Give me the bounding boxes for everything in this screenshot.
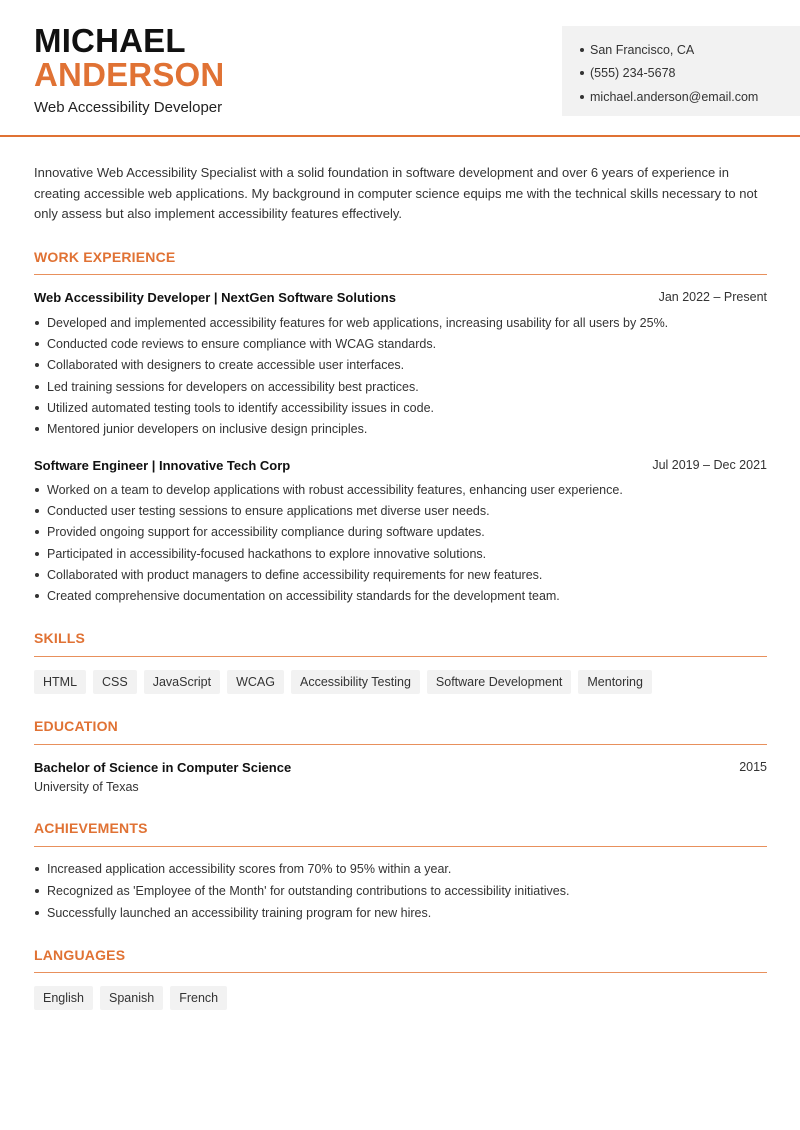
bullet-text: Collaborated with designers to create accessible user interfaces. bbox=[47, 358, 405, 373]
contact-phone bbox=[580, 62, 800, 86]
list-item bbox=[34, 585, 767, 606]
bullet-text: Utilized automated testing tools to identify accessibility issues in code. bbox=[47, 400, 434, 415]
list-item bbox=[34, 397, 767, 418]
contact-location bbox=[580, 38, 800, 62]
list-item bbox=[34, 564, 767, 585]
skill-chip: Software Development bbox=[427, 670, 571, 694]
bullet-icon bbox=[35, 509, 39, 513]
bullet-text: Collaborated with product managers to define accessibility requirements for new features. bbox=[47, 567, 543, 582]
job-bullets bbox=[34, 312, 767, 440]
work-experience-title: WORK EXPERIENCE bbox=[34, 249, 176, 265]
bullet-icon bbox=[35, 488, 39, 492]
bullet-text: Worked on a team to develop applications with robust accessibility features, enhancing user experience. bbox=[47, 482, 623, 497]
job-role: Software Engineer | Innovative Tech Corp bbox=[34, 457, 291, 473]
job-role: Web Accessibility Developer | NextGen Software Solutions bbox=[34, 289, 396, 305]
first-name: MICHAEL bbox=[34, 22, 186, 59]
bullet-text: Recognized as 'Employee of the Month' for outstanding contributions to accessibility initiatives. bbox=[47, 884, 570, 898]
bullet-icon bbox=[35, 889, 39, 893]
section-divider bbox=[34, 846, 767, 847]
education-title: EDUCATION bbox=[34, 718, 118, 734]
bullet-text: Increased application accessibility scores from 70% to 95% within a year. bbox=[47, 862, 452, 876]
email-text: michael.anderson@email.com bbox=[590, 89, 759, 104]
language-chip: English bbox=[34, 986, 93, 1010]
section-divider bbox=[34, 972, 767, 973]
list-item bbox=[34, 376, 767, 397]
skill-chip: CSS bbox=[93, 670, 137, 694]
skills-list bbox=[34, 670, 652, 694]
job-title: Web Accessibility Developer bbox=[34, 99, 223, 116]
bullet-text: Mentored junior developers on inclusive design principles. bbox=[47, 422, 368, 437]
bullet-text: Led training sessions for developers on accessibility best practices. bbox=[47, 379, 419, 394]
contact-email bbox=[580, 85, 800, 109]
list-item bbox=[34, 858, 767, 880]
bullet-text: Created comprehensive documentation on accessibility standards for the development team. bbox=[47, 589, 560, 604]
phone-text: (555) 234-5678 bbox=[590, 66, 676, 81]
skill-chip: WCAG bbox=[227, 670, 284, 694]
bullet-icon bbox=[35, 594, 39, 598]
bullet-icon bbox=[35, 363, 39, 367]
resume-header bbox=[0, 0, 800, 137]
section-divider bbox=[34, 656, 767, 657]
skills-title: SKILLS bbox=[34, 630, 85, 646]
bullet-text: Conducted user testing sessions to ensure applications met diverse user needs. bbox=[47, 503, 490, 518]
bullet-icon bbox=[580, 48, 584, 52]
list-item bbox=[34, 522, 767, 543]
section-divider bbox=[34, 274, 767, 275]
school: University of Texas bbox=[34, 780, 139, 794]
bullet-text: Successfully launched an accessibility training program for new hires. bbox=[47, 906, 432, 920]
bullet-icon bbox=[580, 95, 584, 99]
job-dates: Jan 2022 – Present bbox=[658, 290, 767, 304]
summary: Innovative Web Accessibility Specialist with a solid foundation in software development and over 6 years of experience in creating accessible web applications. My background in computer science equips me with the technical skills necessary to not only assess but also implement accessibility features effectively. bbox=[34, 165, 758, 222]
job-header bbox=[34, 456, 767, 474]
list-item bbox=[34, 902, 767, 924]
skill-chip: Mentoring bbox=[578, 670, 652, 694]
contact-box bbox=[562, 26, 800, 116]
skill-chip: JavaScript bbox=[144, 670, 220, 694]
education-header bbox=[34, 758, 767, 776]
bullet-icon bbox=[35, 573, 39, 577]
list-item bbox=[34, 312, 767, 333]
bullet-text: Conducted code reviews to ensure compliance with WCAG standards. bbox=[47, 336, 437, 351]
bullet-icon bbox=[35, 427, 39, 431]
achievement-bullets bbox=[34, 858, 767, 924]
list-item bbox=[34, 543, 767, 564]
language-chip: Spanish bbox=[100, 986, 163, 1010]
bullet-icon bbox=[35, 321, 39, 325]
bullet-icon bbox=[35, 530, 39, 534]
list-item bbox=[34, 418, 767, 439]
language-chip: French bbox=[170, 986, 227, 1010]
graduation-year: 2015 bbox=[739, 760, 767, 774]
job-header bbox=[34, 288, 767, 306]
bullet-text: Participated in accessibility-focused hackathons to explore innovative solutions. bbox=[47, 546, 487, 561]
list-item bbox=[34, 479, 767, 500]
bullet-text: Developed and implemented accessibility features for web applications, increasing usability for all users by 25%. bbox=[47, 315, 669, 330]
bullet-text: Provided ongoing support for accessibility compliance during software updates. bbox=[47, 525, 485, 540]
skill-chip: Accessibility Testing bbox=[291, 670, 420, 694]
bullet-icon bbox=[35, 911, 39, 915]
bullet-icon bbox=[35, 385, 39, 389]
list-item bbox=[34, 880, 767, 902]
list-item bbox=[34, 500, 767, 521]
job-bullets bbox=[34, 479, 767, 607]
skill-chip: HTML bbox=[34, 670, 86, 694]
bullet-icon bbox=[35, 406, 39, 410]
bullet-icon bbox=[580, 71, 584, 75]
languages-title: LANGUAGES bbox=[34, 947, 126, 963]
degree: Bachelor of Science in Computer Science bbox=[34, 759, 292, 775]
list-item bbox=[34, 333, 767, 354]
bullet-icon bbox=[35, 552, 39, 556]
location-text: San Francisco, CA bbox=[590, 42, 695, 57]
achievements-title: ACHIEVEMENTS bbox=[34, 820, 148, 836]
job-dates: Jul 2019 – Dec 2021 bbox=[652, 458, 767, 472]
section-divider bbox=[34, 744, 767, 745]
list-item bbox=[34, 355, 767, 376]
bullet-icon bbox=[35, 867, 39, 871]
bullet-icon bbox=[35, 342, 39, 346]
languages-list bbox=[34, 986, 227, 1010]
last-name: ANDERSON bbox=[34, 56, 225, 93]
